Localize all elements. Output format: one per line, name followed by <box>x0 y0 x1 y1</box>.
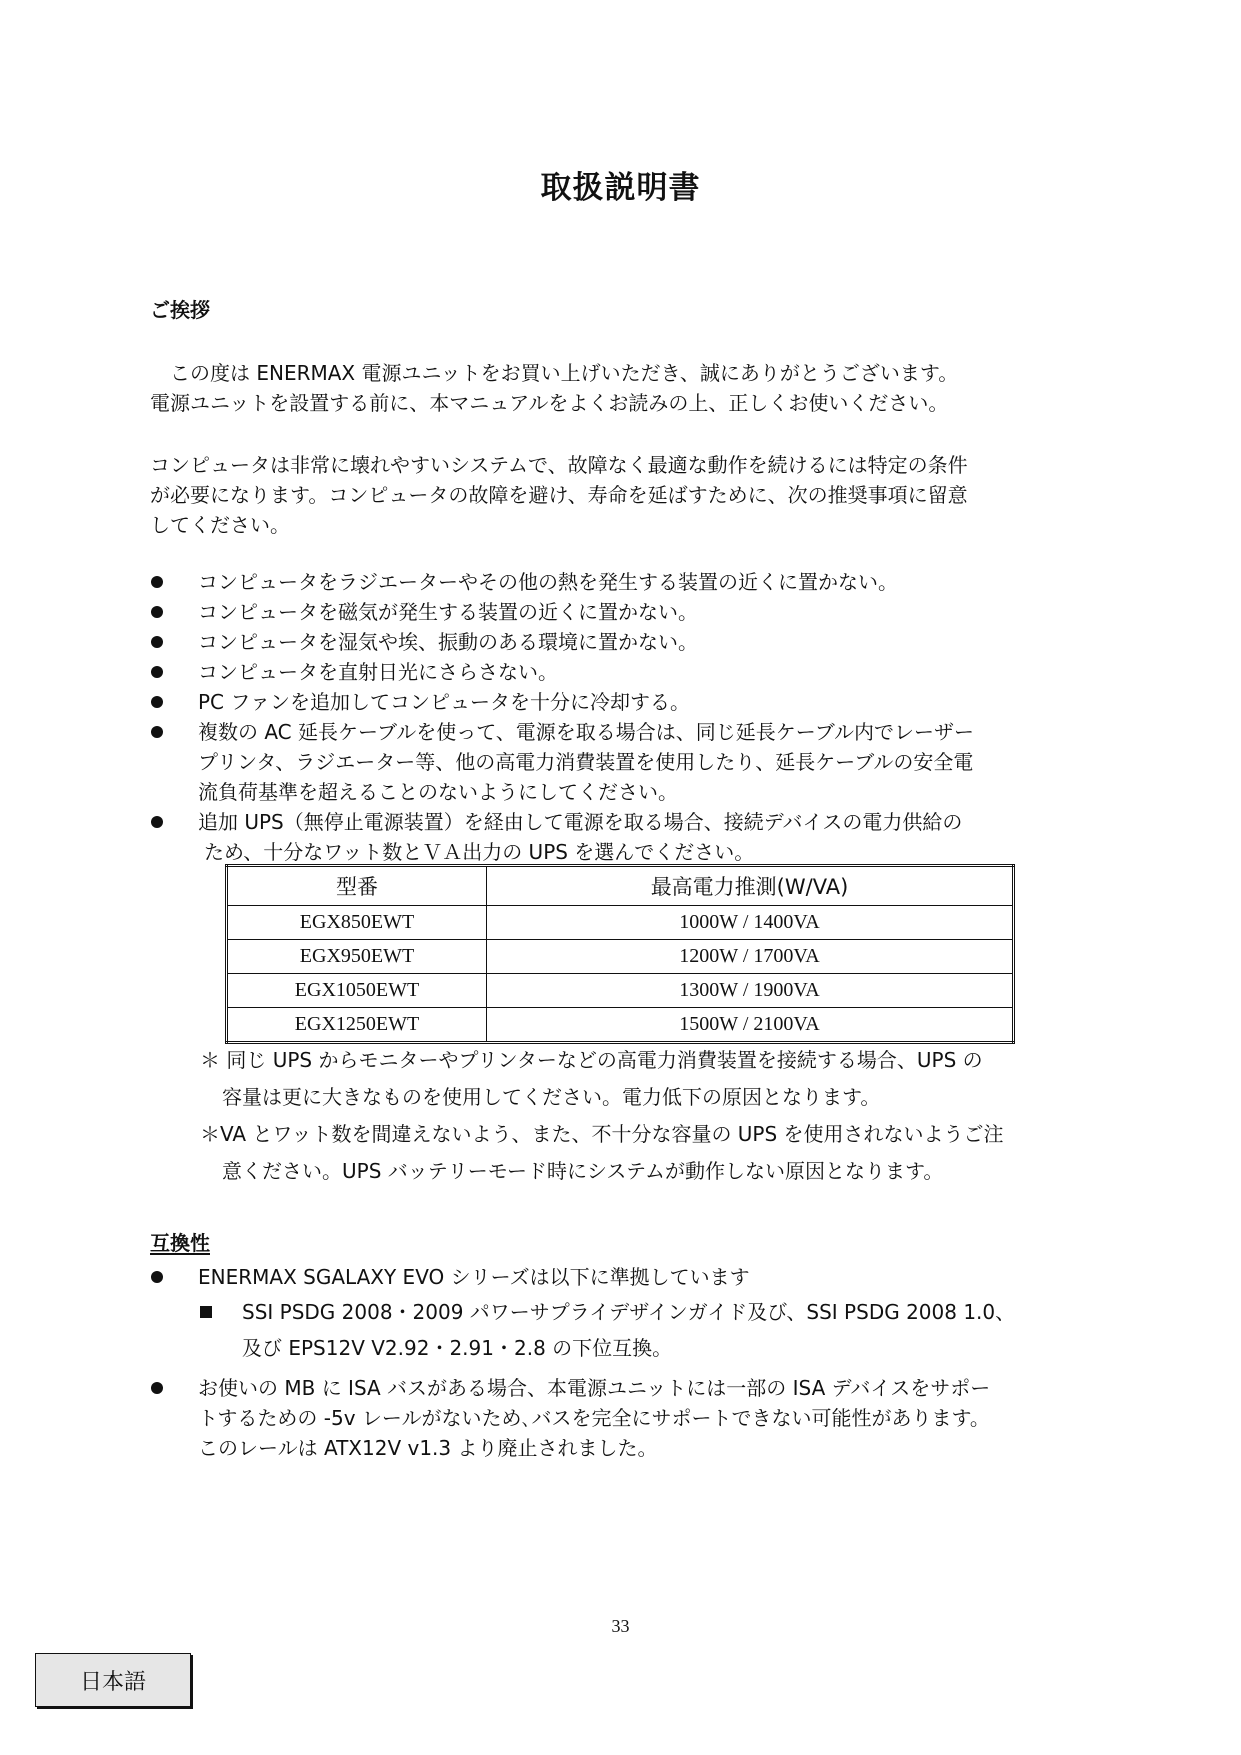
warning-paragraph <box>150 450 1100 540</box>
bullet-icon <box>151 726 163 738</box>
list-item-text: トするための -5v レールがないため､バスを完全にサポートできない可能性があります。 <box>198 1406 990 1430</box>
bullet-icon <box>151 1271 163 1283</box>
list-item-text: コンピュータをラジエーターやその他の熱を発生する装置の近くに置かない。 <box>198 570 898 594</box>
list-item-text: このレールは ATX12V v1.3 より廃止されました。 <box>198 1436 658 1460</box>
table-header-row <box>227 866 1014 906</box>
warning-line: が必要になります。コンピュータの故障を避け、寿命を延ばすために、次の推奨事項に留意 <box>150 483 968 507</box>
list-item-text: 流負荷基準を超えることのないようにしてください。 <box>198 780 678 804</box>
model-cell: EGX950EWT <box>227 940 487 974</box>
model-cell: EGX1250EWT <box>227 1008 487 1043</box>
list-item <box>150 717 1100 807</box>
intro-paragraph <box>150 358 1100 418</box>
document-title: 取扱説明書 <box>540 170 701 206</box>
table-row <box>227 1008 1014 1043</box>
list-item <box>150 597 1100 627</box>
table-row <box>227 906 1014 940</box>
list-item-text: PC ファンを追加してコンピュータを十分に冷却する。 <box>198 690 690 714</box>
list-item-text: お使いの MB に ISA バスがある場合、本電源ユニットには一部の ISA デバイスをサポー <box>198 1376 991 1400</box>
list-item <box>150 627 1100 657</box>
list-item <box>150 567 1100 597</box>
compat-list-2 <box>150 1373 1100 1463</box>
list-item <box>150 807 1100 867</box>
list-item <box>150 687 1100 717</box>
list-item-text: ENERMAX SGALAXY EVO シリーズは以下に準拠しています <box>198 1265 750 1289</box>
bullet-icon <box>151 636 163 648</box>
bullet-icon <box>151 606 163 618</box>
bullet-icon <box>151 576 163 588</box>
list-item <box>150 657 1100 687</box>
list-item-text: コンピュータを磁気が発生する装置の近くに置かない。 <box>198 600 698 624</box>
sub-item-text: 及び EPS12V V2.92・2.91・2.8 の下位互換。 <box>242 1336 673 1360</box>
list-item-text: ため、十分なワット数とＶＡ出力の UPS を選んでください。 <box>204 840 755 864</box>
note-line: 意ください。UPS バッテリーモード時にシステムが動作しない原因となります。 <box>222 1159 944 1183</box>
list-item-text: コンピュータを直射日光にさらさない。 <box>198 660 558 684</box>
column-header-power: 最高電力推測(W/VA) <box>487 866 1014 906</box>
table-row <box>227 940 1014 974</box>
power-cell: 1500W / 2100VA <box>487 1008 1014 1043</box>
compat-sub-item <box>200 1294 1015 1330</box>
warning-line: してください。 <box>150 513 290 537</box>
list-item-text: プリンタ、ラジエーター等、他の高電力消費装置を使用したり、延長ケーブルの安全電 <box>198 750 974 774</box>
power-cell: 1300W / 1900VA <box>487 974 1014 1008</box>
list-item-text: 複数の AC 延長ケーブルを使って、電源を取る場合は、同じ延長ケーブル内でレーザー <box>198 720 975 744</box>
bullet-icon <box>151 696 163 708</box>
note-line: 容量は更に大きなものを使用してください。電力低下の原因となります。 <box>222 1085 881 1109</box>
model-cell: EGX1050EWT <box>227 974 487 1008</box>
column-header-model: 型番 <box>227 866 487 906</box>
recommendation-list <box>150 567 1100 867</box>
compat-heading: 互換性 <box>150 1231 210 1255</box>
sub-item-text: SSI PSDG 2008・2009 パワーサプライデザインガイド及び、SSI PSDG 2008 1.0、 <box>242 1300 1016 1324</box>
bullet-icon <box>151 816 163 828</box>
list-item <box>150 1262 1100 1292</box>
note-line: ＊VA とワット数を間違えないよう、また、不十分な容量の UPS を使用されないようご注 <box>200 1122 1004 1146</box>
language-tab: 日本語 <box>35 1653 191 1707</box>
note-line: ＊ 同じ UPS からモニターやプリンターなどの高電力消費装置を接続する場合、UPS の <box>200 1048 983 1072</box>
bullet-icon <box>151 1382 163 1394</box>
list-item-text: 追加 UPS（無停止電源装置）を経由して電源を取る場合、接続デバイスの電力供給の <box>198 810 963 834</box>
intro-line: この度は ENERMAX 電源ユニットをお買い上げいただき、誠にありがとうございます。 <box>150 361 959 385</box>
bullet-icon <box>151 666 163 678</box>
greeting-heading: ご挨拶 <box>150 298 210 322</box>
compat-list <box>150 1262 1100 1292</box>
ups-table <box>225 864 1015 1044</box>
warning-line: コンピュータは非常に壊れやすいシステムで、故障なく最適な動作を続けるには特定の条件 <box>150 453 968 477</box>
power-cell: 1200W / 1700VA <box>487 940 1014 974</box>
intro-line: 電源ユニットを設置する前に、本マニュアルをよくお読みの上、正しくお使いください。 <box>150 391 949 415</box>
square-bullet-icon <box>200 1306 212 1318</box>
power-cell: 1000W / 1400VA <box>487 906 1014 940</box>
page-number: 33 <box>611 1616 630 1636</box>
list-item-text: コンピュータを湿気や埃、振動のある環境に置かない。 <box>198 630 698 654</box>
table-row <box>227 974 1014 1008</box>
list-item <box>150 1373 1100 1463</box>
model-cell: EGX850EWT <box>227 906 487 940</box>
